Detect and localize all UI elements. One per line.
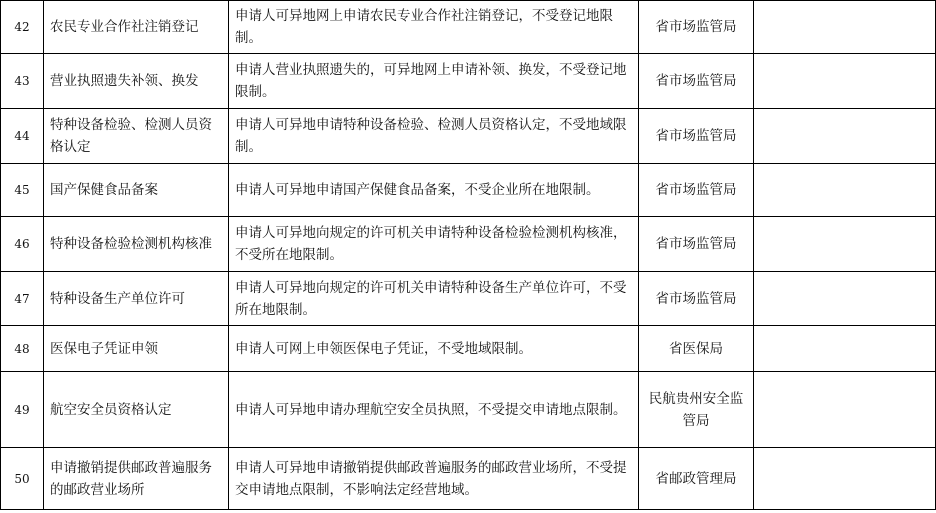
table-row xyxy=(1,217,936,272)
row-number: 47 xyxy=(1,272,44,326)
table-row xyxy=(1,164,936,217)
table-row xyxy=(1,54,936,109)
table-row xyxy=(1,326,936,372)
empty-cell xyxy=(754,1,936,54)
row-number: 48 xyxy=(1,326,44,372)
empty-cell xyxy=(754,164,936,217)
item-name: 医保电子凭证申领 xyxy=(44,326,229,372)
item-name: 申请撤销提供邮政普遍服务的邮政营业场所 xyxy=(44,448,229,510)
empty-cell xyxy=(754,272,936,326)
table-row xyxy=(1,272,936,326)
row-number: 46 xyxy=(1,217,44,272)
item-description: 申请人可异地申请特种设备检验、检测人员资格认定，不受地域限制。 xyxy=(229,109,639,164)
item-name: 营业执照遗失补领、换发 xyxy=(44,54,229,109)
department-name: 民航贵州安全监管局 xyxy=(648,390,744,429)
responsible-department: 省邮政管理局 xyxy=(639,448,754,510)
table-row xyxy=(1,109,936,164)
item-description: 申请人可异地网上申请农民专业合作社注销登记，不受登记地限制。 xyxy=(229,1,639,54)
table-row xyxy=(1,448,936,510)
responsible-department: 省市场监管局 xyxy=(639,109,754,164)
empty-cell xyxy=(754,54,936,109)
row-number: 45 xyxy=(1,164,44,217)
empty-cell xyxy=(754,326,936,372)
responsible-department: 省市场监管局 xyxy=(639,217,754,272)
item-name: 特种设备检验检测机构核准 xyxy=(44,217,229,272)
responsible-department: 省医保局 xyxy=(639,326,754,372)
table-row xyxy=(1,1,936,54)
item-name: 特种设备检验、检测人员资格认定 xyxy=(44,109,229,164)
responsible-department: 省市场监管局 xyxy=(639,164,754,217)
empty-cell xyxy=(754,109,936,164)
empty-cell xyxy=(754,372,936,448)
item-description: 申请人可异地向规定的许可机关申请特种设备检验检测机构核准，不受所在地限制。 xyxy=(229,217,639,272)
item-description: 申请人可异地申请国产保健食品备案，不受企业所在地限制。 xyxy=(229,164,639,217)
row-number: 49 xyxy=(1,372,44,448)
item-name: 农民专业合作社注销登记 xyxy=(44,1,229,54)
responsible-department: 省市场监管局 xyxy=(639,272,754,326)
item-description: 申请人营业执照遗失的，可异地网上申请补领、换发，不受登记地限制。 xyxy=(229,54,639,109)
item-name: 国产保健食品备案 xyxy=(44,164,229,217)
empty-cell xyxy=(754,217,936,272)
table-row xyxy=(1,372,936,448)
row-number: 42 xyxy=(1,1,44,54)
responsible-department xyxy=(639,372,754,448)
row-number: 44 xyxy=(1,109,44,164)
responsible-department: 省市场监管局 xyxy=(639,1,754,54)
responsible-department: 省市场监管局 xyxy=(639,54,754,109)
empty-cell xyxy=(754,448,936,510)
item-description: 申请人可网上申领医保电子凭证，不受地域限制。 xyxy=(229,326,639,372)
item-name: 特种设备生产单位许可 xyxy=(44,272,229,326)
item-description: 申请人可异地向规定的许可机关申请特种设备生产单位许可，不受所在地限制。 xyxy=(229,272,639,326)
item-description: 申请人可异地申请撤销提供邮政普遍服务的邮政营业场所，不受提交申请地点限制，不影响法定经营地域。 xyxy=(229,448,639,510)
row-number: 43 xyxy=(1,54,44,109)
row-number: 50 xyxy=(1,448,44,510)
item-description: 申请人可异地申请办理航空安全员执照，不受提交申请地点限制。 xyxy=(229,372,639,448)
item-name: 航空安全员资格认定 xyxy=(44,372,229,448)
